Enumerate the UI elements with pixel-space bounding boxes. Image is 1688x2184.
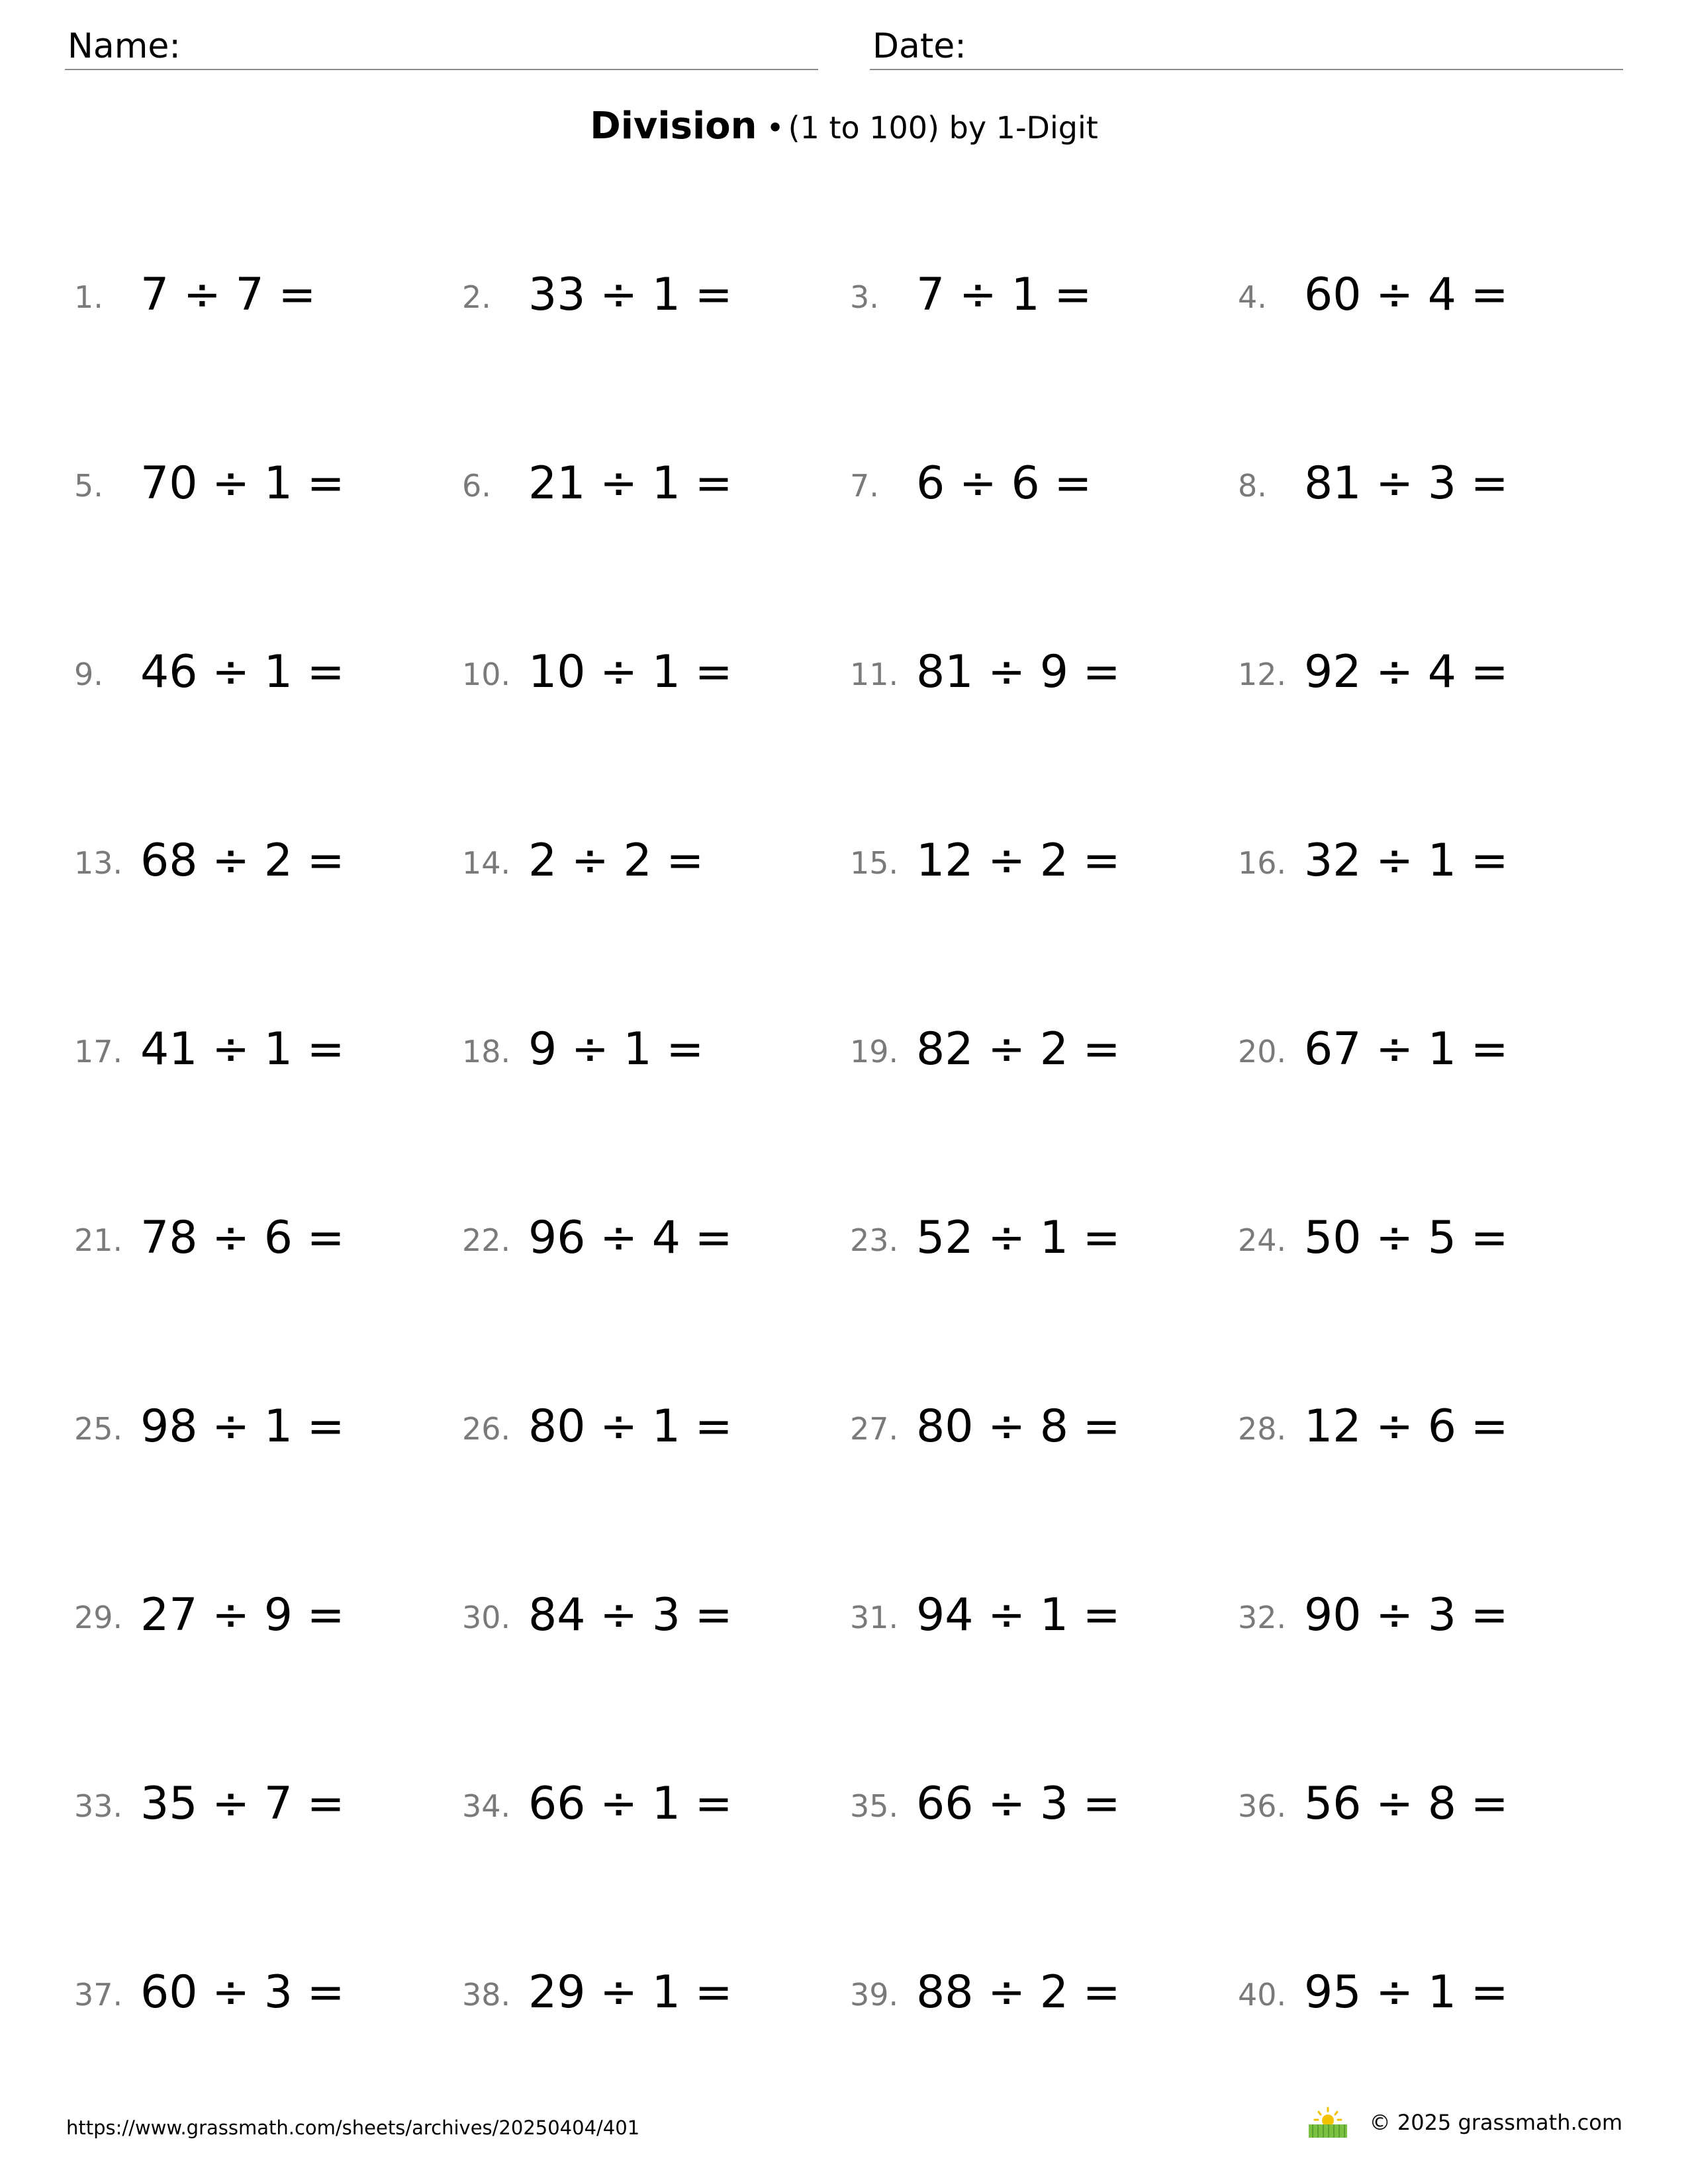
problem-number: 26. bbox=[462, 1411, 511, 1447]
footer-copyright: © 2025 grassmath.com bbox=[1369, 2110, 1622, 2135]
problem-expression: 66 ÷ 3 = bbox=[916, 1778, 1121, 1830]
problem-number: 25. bbox=[74, 1411, 123, 1447]
problem-number: 24. bbox=[1238, 1222, 1287, 1258]
problem-expression: 50 ÷ 5 = bbox=[1304, 1212, 1509, 1264]
problem-expression: 81 ÷ 9 = bbox=[916, 646, 1121, 698]
problem-expression: 10 ÷ 1 = bbox=[528, 646, 733, 698]
footer-url: https://www.grassmath.com/sheets/archives/20250404/401 bbox=[66, 2116, 640, 2139]
problem-number: 9. bbox=[74, 657, 103, 692]
problem-number: 4. bbox=[1238, 279, 1267, 315]
problem-number: 32. bbox=[1238, 1600, 1287, 1635]
problem-expression: 60 ÷ 4 = bbox=[1304, 269, 1509, 321]
problem-expression: 56 ÷ 8 = bbox=[1304, 1778, 1509, 1830]
problem-expression: 2 ÷ 2 = bbox=[528, 835, 704, 887]
problem-number: 16. bbox=[1238, 845, 1287, 881]
problem-number: 6. bbox=[462, 468, 491, 504]
name-label: Name: bbox=[68, 26, 181, 66]
title-bullet: • bbox=[766, 110, 784, 146]
problem-expression: 35 ÷ 7 = bbox=[140, 1778, 345, 1830]
name-field[interactable] bbox=[65, 24, 818, 70]
problem-expression: 90 ÷ 3 = bbox=[1304, 1589, 1509, 1641]
problem-expression: 80 ÷ 1 = bbox=[528, 1400, 733, 1453]
problem-expression: 7 ÷ 1 = bbox=[916, 269, 1092, 321]
problem-expression: 12 ÷ 6 = bbox=[1304, 1400, 1509, 1453]
problem-expression: 9 ÷ 1 = bbox=[528, 1023, 704, 1075]
footer-brand bbox=[1306, 2106, 1622, 2139]
problem-number: 29. bbox=[74, 1600, 123, 1635]
problem-expression: 80 ÷ 8 = bbox=[916, 1400, 1121, 1453]
problem-expression: 67 ÷ 1 = bbox=[1304, 1023, 1509, 1075]
problem-number: 19. bbox=[850, 1034, 899, 1069]
problem-number: 13. bbox=[74, 845, 123, 881]
problem-expression: 7 ÷ 7 = bbox=[140, 269, 316, 321]
date-label: Date: bbox=[872, 26, 966, 66]
problem-number: 5. bbox=[74, 468, 103, 504]
problem-number: 15. bbox=[850, 845, 899, 881]
problem-number: 1. bbox=[74, 279, 103, 315]
problem-expression: 95 ÷ 1 = bbox=[1304, 1966, 1509, 2019]
date-field[interactable] bbox=[870, 24, 1623, 70]
problem-expression: 96 ÷ 4 = bbox=[528, 1212, 733, 1264]
problem-expression: 68 ÷ 2 = bbox=[140, 835, 345, 887]
problem-number: 38. bbox=[462, 1977, 511, 2013]
problem-expression: 92 ÷ 4 = bbox=[1304, 646, 1509, 698]
problem-number: 27. bbox=[850, 1411, 899, 1447]
title-main: Division bbox=[590, 105, 757, 148]
problem-expression: 32 ÷ 1 = bbox=[1304, 835, 1509, 887]
problem-number: 37. bbox=[74, 1977, 123, 2013]
problem-expression: 88 ÷ 2 = bbox=[916, 1966, 1121, 2019]
problem-number: 18. bbox=[462, 1034, 511, 1069]
problem-number: 20. bbox=[1238, 1034, 1287, 1069]
problem-expression: 94 ÷ 1 = bbox=[916, 1589, 1121, 1641]
problem-number: 39. bbox=[850, 1977, 899, 2013]
problem-number: 3. bbox=[850, 279, 879, 315]
problem-number: 17. bbox=[74, 1034, 123, 1069]
problem-number: 7. bbox=[850, 468, 879, 504]
problem-expression: 21 ÷ 1 = bbox=[528, 457, 733, 510]
problem-expression: 12 ÷ 2 = bbox=[916, 835, 1121, 887]
problem-expression: 27 ÷ 9 = bbox=[140, 1589, 345, 1641]
problem-expression: 70 ÷ 1 = bbox=[140, 457, 345, 510]
problem-number: 21. bbox=[74, 1222, 123, 1258]
problem-number: 31. bbox=[850, 1600, 899, 1635]
problem-number: 30. bbox=[462, 1600, 511, 1635]
problem-expression: 46 ÷ 1 = bbox=[140, 646, 345, 698]
problem-number: 11. bbox=[850, 657, 899, 692]
problem-expression: 84 ÷ 3 = bbox=[528, 1589, 733, 1641]
problem-number: 40. bbox=[1238, 1977, 1287, 2013]
problem-number: 34. bbox=[462, 1788, 511, 1824]
problem-number: 36. bbox=[1238, 1788, 1287, 1824]
problem-expression: 60 ÷ 3 = bbox=[140, 1966, 345, 2019]
problem-expression: 81 ÷ 3 = bbox=[1304, 457, 1509, 510]
problem-number: 28. bbox=[1238, 1411, 1287, 1447]
problem-expression: 78 ÷ 6 = bbox=[140, 1212, 345, 1264]
problem-number: 14. bbox=[462, 845, 511, 881]
worksheet-title bbox=[0, 105, 1688, 148]
problem-number: 33. bbox=[74, 1788, 123, 1824]
problem-number: 2. bbox=[462, 279, 491, 315]
problem-expression: 6 ÷ 6 = bbox=[916, 457, 1092, 510]
problem-number: 10. bbox=[462, 657, 511, 692]
grass-sun-logo-icon bbox=[1306, 2106, 1350, 2139]
problem-number: 22. bbox=[462, 1222, 511, 1258]
problem-expression: 98 ÷ 1 = bbox=[140, 1400, 345, 1453]
problem-expression: 33 ÷ 1 = bbox=[528, 269, 733, 321]
problem-number: 12. bbox=[1238, 657, 1287, 692]
title-subtitle: (1 to 100) by 1-Digit bbox=[788, 110, 1098, 146]
problem-expression: 82 ÷ 2 = bbox=[916, 1023, 1121, 1075]
problem-number: 35. bbox=[850, 1788, 899, 1824]
problem-expression: 66 ÷ 1 = bbox=[528, 1778, 733, 1830]
problem-expression: 29 ÷ 1 = bbox=[528, 1966, 733, 2019]
problem-number: 8. bbox=[1238, 468, 1267, 504]
problem-number: 23. bbox=[850, 1222, 899, 1258]
problem-expression: 52 ÷ 1 = bbox=[916, 1212, 1121, 1264]
problem-expression: 41 ÷ 1 = bbox=[140, 1023, 345, 1075]
